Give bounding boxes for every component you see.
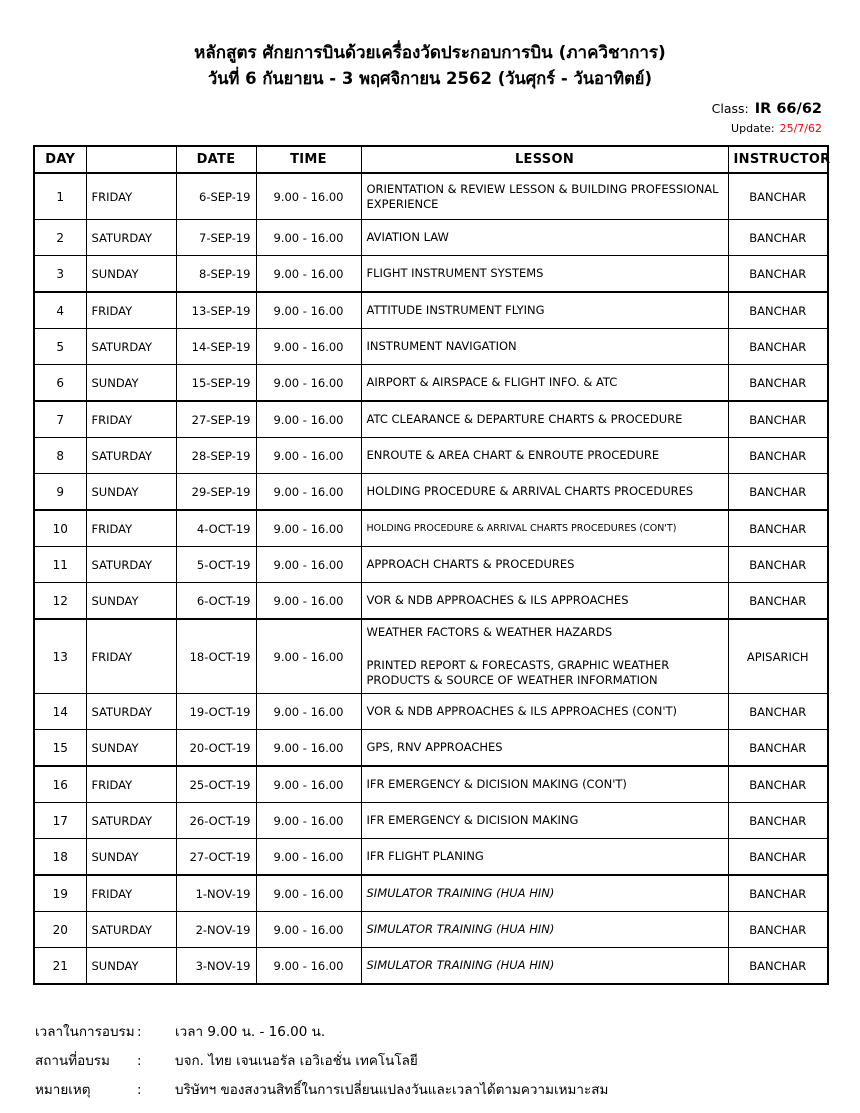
cell-weekday: FRIDAY xyxy=(86,173,176,220)
update-value: 25/7/62 xyxy=(779,122,822,135)
cell-lesson: AIRPORT & AIRSPACE & FLIGHT INFO. & ATC xyxy=(361,365,728,402)
cell-date: 3-NOV-19 xyxy=(176,948,256,985)
cell-date: 27-SEP-19 xyxy=(176,401,256,438)
cell-weekday: SUNDAY xyxy=(86,730,176,767)
note-row xyxy=(35,1047,860,1076)
cell-time: 9.00 - 16.00 xyxy=(256,839,361,876)
cell-weekday: FRIDAY xyxy=(86,292,176,329)
cell-time: 9.00 - 16.00 xyxy=(256,875,361,912)
cell-instructor: BANCHAR xyxy=(728,401,828,438)
table-row xyxy=(34,803,828,839)
cell-date: 7-SEP-19 xyxy=(176,220,256,256)
cell-date: 13-SEP-19 xyxy=(176,292,256,329)
cell-instructor: BANCHAR xyxy=(728,583,828,620)
cell-time: 9.00 - 16.00 xyxy=(256,948,361,985)
document-header xyxy=(0,0,860,137)
cell-day: 6 xyxy=(34,365,86,402)
note-label: หมายเหตุ xyxy=(35,1082,91,1098)
table-row xyxy=(34,839,828,876)
cell-date: 20-OCT-19 xyxy=(176,730,256,767)
note-row xyxy=(35,1018,860,1047)
cell-date: 28-SEP-19 xyxy=(176,438,256,474)
cell-weekday: SUNDAY xyxy=(86,583,176,620)
cell-date: 4-OCT-19 xyxy=(176,510,256,547)
cell-day: 19 xyxy=(34,875,86,912)
cell-instructor: BANCHAR xyxy=(728,510,828,547)
cell-weekday: SATURDAY xyxy=(86,912,176,948)
note-value: บริษัทฯ ของสงวนสิทธิ์ในการเปลี่ยนแปลงวันและเวลาได้ตามความเหมาะสม xyxy=(175,1082,609,1098)
cell-date: 8-SEP-19 xyxy=(176,256,256,293)
cell-date: 6-OCT-19 xyxy=(176,583,256,620)
note-colon: : xyxy=(137,1024,142,1040)
cell-weekday: SATURDAY xyxy=(86,438,176,474)
cell-date: 25-OCT-19 xyxy=(176,766,256,803)
cell-time: 9.00 - 16.00 xyxy=(256,474,361,511)
cell-instructor: BANCHAR xyxy=(728,766,828,803)
cell-instructor: BANCHAR xyxy=(728,220,828,256)
cell-weekday: SUNDAY xyxy=(86,474,176,511)
cell-day: 2 xyxy=(34,220,86,256)
class-row xyxy=(0,99,822,118)
table-body xyxy=(34,173,828,984)
cell-instructor: BANCHAR xyxy=(728,474,828,511)
cell-day: 9 xyxy=(34,474,86,511)
table-row xyxy=(34,547,828,583)
cell-time: 9.00 - 16.00 xyxy=(256,619,361,694)
cell-time: 9.00 - 16.00 xyxy=(256,292,361,329)
cell-weekday: SUNDAY xyxy=(86,365,176,402)
cell-lesson: SIMULATOR TRAINING (HUA HIN) xyxy=(361,875,728,912)
cell-lesson: VOR & NDB APPROACHES & ILS APPROACHES (CON'T) xyxy=(361,694,728,730)
cell-time: 9.00 - 16.00 xyxy=(256,912,361,948)
cell-date: 6-SEP-19 xyxy=(176,173,256,220)
table-row xyxy=(34,912,828,948)
cell-day: 10 xyxy=(34,510,86,547)
cell-lesson: IFR EMERGENCY & DICISION MAKING xyxy=(361,803,728,839)
note-value: เวลา 9.00 น. - 16.00 น. xyxy=(175,1024,326,1040)
table-row xyxy=(34,510,828,547)
table-row xyxy=(34,220,828,256)
cell-time: 9.00 - 16.00 xyxy=(256,365,361,402)
column-header-date: DATE xyxy=(176,146,256,173)
cell-date: 29-SEP-19 xyxy=(176,474,256,511)
cell-time: 9.00 - 16.00 xyxy=(256,401,361,438)
column-header-day: DAY xyxy=(34,146,86,173)
note-label: สถานที่อบรม xyxy=(35,1053,110,1069)
class-value: IR 66/62 xyxy=(754,101,822,117)
cell-weekday: FRIDAY xyxy=(86,510,176,547)
update-row xyxy=(0,118,822,137)
cell-instructor: BANCHAR xyxy=(728,803,828,839)
column-header-weekday xyxy=(86,146,176,173)
cell-instructor: BANCHAR xyxy=(728,173,828,220)
schedule-table xyxy=(33,145,829,985)
cell-weekday: SATURDAY xyxy=(86,694,176,730)
table-row xyxy=(34,256,828,293)
cell-lesson: ATC CLEARANCE & DEPARTURE CHARTS & PROCEDURE xyxy=(361,401,728,438)
meta-block xyxy=(0,99,860,137)
cell-weekday: SATURDAY xyxy=(86,220,176,256)
lesson-continuation-text: PRINTED REPORT & FORECASTS, GRAPHIC WEATHER PRODUCTS & SOURCE OF WEATHER INFORMATION xyxy=(366,658,670,687)
cell-day: 21 xyxy=(34,948,86,985)
cell-instructor: BANCHAR xyxy=(728,839,828,876)
cell-lesson: IFR FLIGHT PLANING xyxy=(361,839,728,876)
cell-instructor: BANCHAR xyxy=(728,438,828,474)
cell-time: 9.00 - 16.00 xyxy=(256,766,361,803)
cell-lesson: HOLDING PROCEDURE & ARRIVAL CHARTS PROCEDURES xyxy=(361,474,728,511)
cell-lesson: ORIENTATION & REVIEW LESSON & BUILDING PROFESSIONAL EXPERIENCE xyxy=(361,173,728,220)
cell-lesson: FLIGHT INSTRUMENT SYSTEMS xyxy=(361,256,728,293)
cell-weekday: SATURDAY xyxy=(86,803,176,839)
cell-day: 15 xyxy=(34,730,86,767)
cell-time: 9.00 - 16.00 xyxy=(256,583,361,620)
cell-time: 9.00 - 16.00 xyxy=(256,547,361,583)
cell-lesson: APPROACH CHARTS & PROCEDURES xyxy=(361,547,728,583)
table-row xyxy=(34,329,828,365)
note-colon: : xyxy=(137,1053,142,1069)
cell-time: 9.00 - 16.00 xyxy=(256,510,361,547)
cell-time: 9.00 - 16.00 xyxy=(256,256,361,293)
cell-weekday: SATURDAY xyxy=(86,329,176,365)
cell-time: 9.00 - 16.00 xyxy=(256,220,361,256)
table-row xyxy=(34,583,828,620)
page-title-line-1: หลักสูตร ศักยการบินด้วยเครื่องวัดประกอบการบิน (ภาควิชาการ) xyxy=(194,43,666,63)
table-row xyxy=(34,948,828,985)
cell-instructor: BANCHAR xyxy=(728,547,828,583)
cell-lesson: IFR EMERGENCY & DICISION MAKING (CON'T) xyxy=(361,766,728,803)
cell-day: 5 xyxy=(34,329,86,365)
cell-instructor: BANCHAR xyxy=(728,730,828,767)
update-label: Update: xyxy=(731,122,775,135)
cell-weekday: FRIDAY xyxy=(86,401,176,438)
cell-date: 18-OCT-19 xyxy=(176,619,256,694)
cell-time: 9.00 - 16.00 xyxy=(256,173,361,220)
cell-date: 19-OCT-19 xyxy=(176,694,256,730)
cell-weekday: SUNDAY xyxy=(86,839,176,876)
table-row xyxy=(34,438,828,474)
cell-weekday: FRIDAY xyxy=(86,766,176,803)
cell-weekday: SUNDAY xyxy=(86,948,176,985)
table-row xyxy=(34,694,828,730)
cell-instructor: BANCHAR xyxy=(728,912,828,948)
cell-time: 9.00 - 16.00 xyxy=(256,329,361,365)
page-title-line-2: วันที่ 6 กันยายน - 3 พฤศจิกายน 2562 (วันศุกร์ - วันอาทิตย์) xyxy=(208,69,652,88)
table-row xyxy=(34,173,828,220)
cell-date: 26-OCT-19 xyxy=(176,803,256,839)
note-label: เวลาในการอบรม xyxy=(35,1024,135,1040)
note-row xyxy=(35,1076,860,1105)
cell-day: 1 xyxy=(34,173,86,220)
cell-lesson: VOR & NDB APPROACHES & ILS APPROACHES xyxy=(361,583,728,620)
schedule-table-wrapper xyxy=(33,145,831,985)
cell-lesson: HOLDING PROCEDURE & ARRIVAL CHARTS PROCEDURES (CON'T) xyxy=(361,510,728,547)
cell-time: 9.00 - 16.00 xyxy=(256,730,361,767)
cell-instructor: BANCHAR xyxy=(728,694,828,730)
cell-day: 14 xyxy=(34,694,86,730)
class-label: Class: xyxy=(711,101,749,116)
cell-date: 27-OCT-19 xyxy=(176,839,256,876)
cell-instructor: BANCHAR xyxy=(728,256,828,293)
cell-lesson: ATTITUDE INSTRUMENT FLYING xyxy=(361,292,728,329)
cell-day: 17 xyxy=(34,803,86,839)
cell-date: 5-OCT-19 xyxy=(176,547,256,583)
cell-lesson: GPS, RNV APPROACHES xyxy=(361,730,728,767)
column-header-time: TIME xyxy=(256,146,361,173)
table-header-row xyxy=(34,146,828,173)
cell-day: 13 xyxy=(34,619,86,694)
cell-instructor: BANCHAR xyxy=(728,875,828,912)
cell-weekday: SATURDAY xyxy=(86,547,176,583)
cell-weekday: SUNDAY xyxy=(86,256,176,293)
cell-date: 14-SEP-19 xyxy=(176,329,256,365)
table-row xyxy=(34,474,828,511)
cell-lesson xyxy=(361,619,728,694)
note-colon: : xyxy=(137,1082,142,1098)
cell-instructor: BANCHAR xyxy=(728,329,828,365)
cell-time: 9.00 - 16.00 xyxy=(256,438,361,474)
lesson-text: WEATHER FACTORS & WEATHER HAZARDS xyxy=(366,625,613,639)
cell-day: 7 xyxy=(34,401,86,438)
cell-lesson: INSTRUMENT NAVIGATION xyxy=(361,329,728,365)
cell-day: 16 xyxy=(34,766,86,803)
note-value: บจก. ไทย เจนเนอรัล เอวิเอชั่น เทคโนโลยี xyxy=(175,1053,418,1069)
cell-day: 3 xyxy=(34,256,86,293)
column-header-lesson: LESSON xyxy=(361,146,728,173)
footer-notes xyxy=(0,1018,860,1105)
cell-weekday: FRIDAY xyxy=(86,875,176,912)
cell-date: 1-NOV-19 xyxy=(176,875,256,912)
table-row xyxy=(34,875,828,912)
table-head xyxy=(34,146,831,173)
cell-lesson: ENROUTE & AREA CHART & ENROUTE PROCEDURE xyxy=(361,438,728,474)
cell-instructor: APISARICH xyxy=(728,619,828,694)
column-header-instructor: INSTRUCTOR xyxy=(728,146,828,173)
cell-instructor: BANCHAR xyxy=(728,365,828,402)
cell-instructor: BANCHAR xyxy=(728,292,828,329)
cell-day: 12 xyxy=(34,583,86,620)
cell-day: 20 xyxy=(34,912,86,948)
table-row xyxy=(34,365,828,402)
cell-day: 11 xyxy=(34,547,86,583)
cell-day: 4 xyxy=(34,292,86,329)
cell-time: 9.00 - 16.00 xyxy=(256,803,361,839)
cell-lesson: SIMULATOR TRAINING (HUA HIN) xyxy=(361,948,728,985)
table-row xyxy=(34,766,828,803)
cell-lesson: AVIATION LAW xyxy=(361,220,728,256)
table-row xyxy=(34,730,828,767)
table-row xyxy=(34,292,828,329)
table-row xyxy=(34,619,828,694)
cell-instructor: BANCHAR xyxy=(728,948,828,985)
cell-day: 18 xyxy=(34,839,86,876)
cell-lesson: SIMULATOR TRAINING (HUA HIN) xyxy=(361,912,728,948)
cell-time: 9.00 - 16.00 xyxy=(256,694,361,730)
cell-date: 15-SEP-19 xyxy=(176,365,256,402)
cell-date: 2-NOV-19 xyxy=(176,912,256,948)
cell-day: 8 xyxy=(34,438,86,474)
cell-weekday: FRIDAY xyxy=(86,619,176,694)
table-row xyxy=(34,401,828,438)
